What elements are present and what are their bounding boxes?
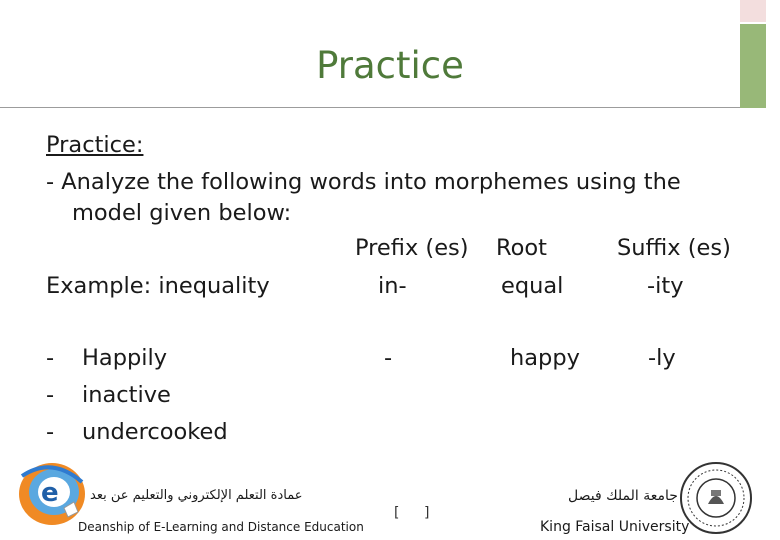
example-label: Example: inequality: [46, 273, 270, 299]
footer-bracket-left: [: [394, 505, 400, 521]
example-root: equal: [501, 273, 564, 299]
footer-university-english: King Faisal University: [540, 519, 690, 535]
example-prefix: in-: [378, 273, 407, 299]
instruction-line-2: model given below:: [72, 200, 292, 226]
footer-deanship-arabic: عمادة التعلم الإلكتروني والتعليم عن بعد: [90, 488, 303, 503]
practice-heading: Practice:: [46, 132, 144, 158]
example-suffix: -ity: [647, 273, 684, 299]
accent-bar-top: [740, 0, 766, 22]
column-header-prefix: Prefix (es): [355, 235, 469, 261]
happily-prefix: -: [384, 345, 393, 371]
university-seal-icon: [678, 460, 754, 536]
svg-text:e: e: [41, 478, 59, 508]
happily-root: happy: [510, 345, 580, 371]
word-happily: Happily: [82, 345, 168, 371]
word-dash-2: -: [46, 382, 55, 408]
instruction-line-1: - Analyze the following words into morphemes using the: [46, 169, 681, 195]
word-dash-1: -: [46, 345, 55, 371]
column-header-suffix: Suffix (es): [617, 235, 731, 261]
slide-title: Practice: [316, 44, 464, 87]
column-header-root: Root: [496, 235, 547, 261]
footer-deanship-english: Deanship of E-Learning and Distance Education: [78, 520, 364, 534]
footer-university-arabic: جامعة الملك فيصل: [568, 488, 678, 504]
happily-suffix: -ly: [648, 345, 676, 371]
title-divider: [0, 107, 740, 108]
word-undercooked: undercooked: [82, 419, 228, 445]
word-inactive: inactive: [82, 382, 171, 408]
word-dash-3: -: [46, 419, 55, 445]
footer-bracket-right: ]: [424, 505, 430, 521]
